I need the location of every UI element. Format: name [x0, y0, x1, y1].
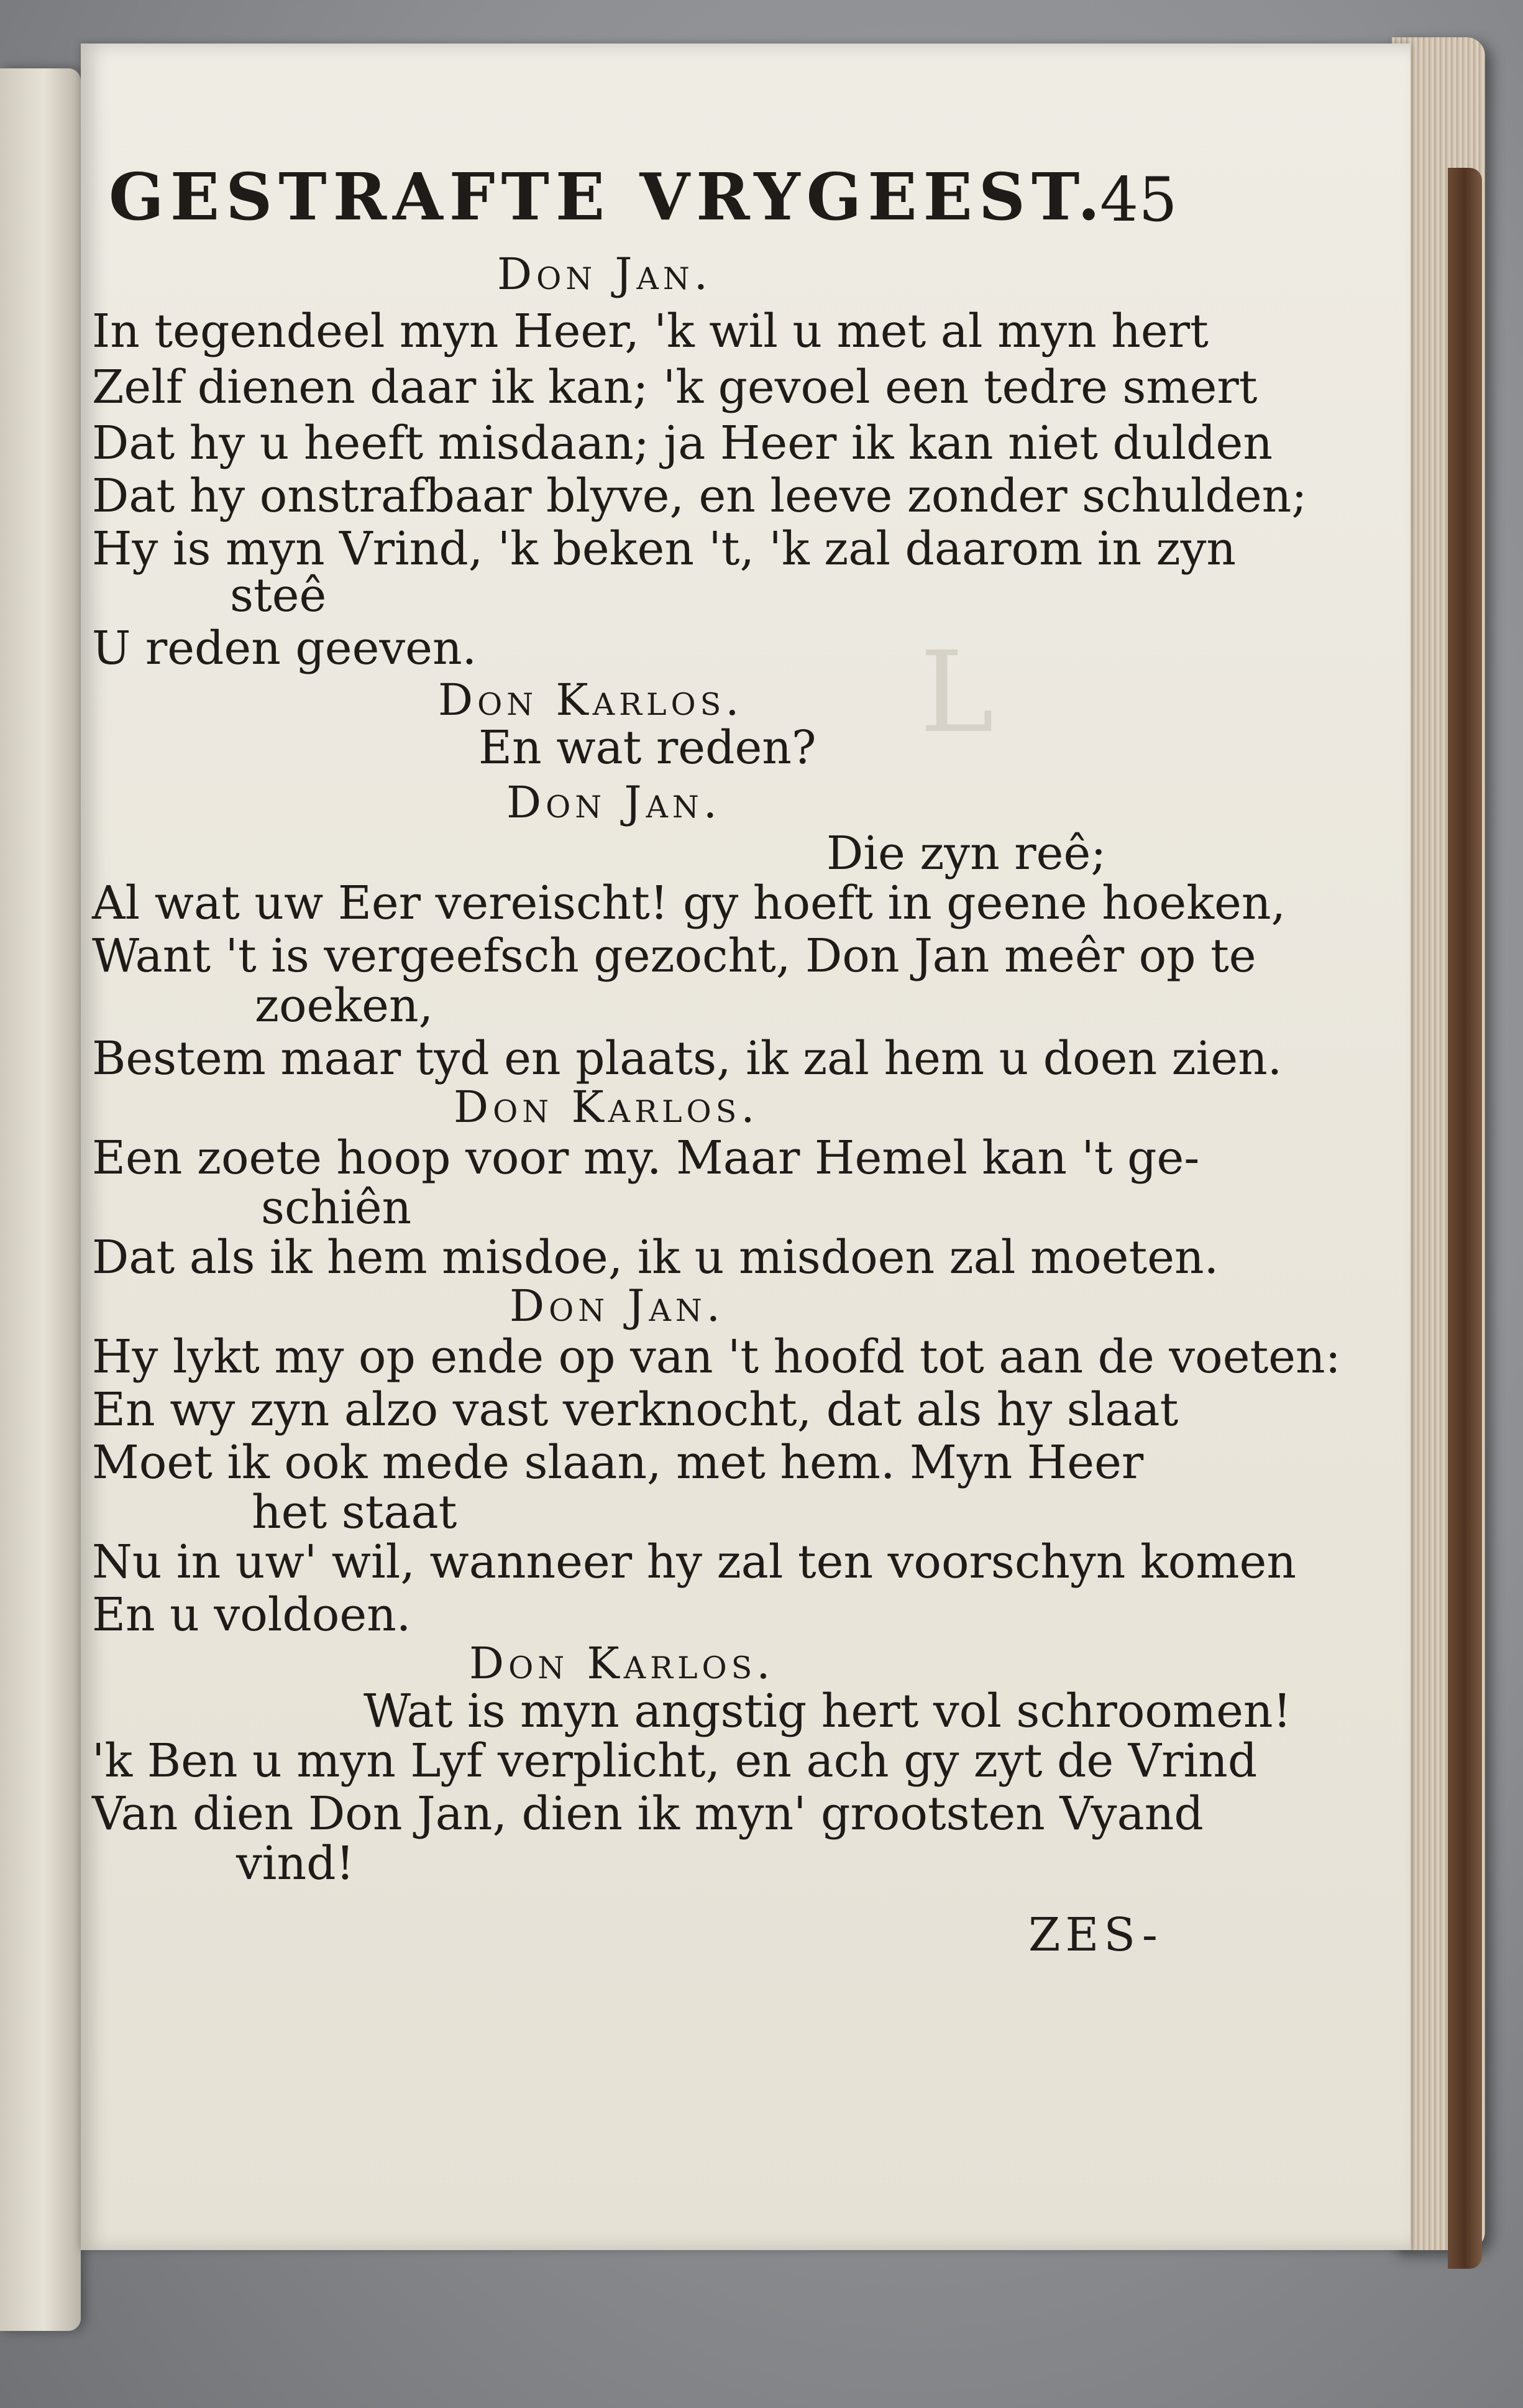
- verse-line: Nu in uw' wil, wanneer hy zal ten voorschyn komen: [92, 1535, 1296, 1589]
- verse-turnover: het staat: [252, 1486, 457, 1539]
- verse-line: Een zoete hoop voor my. Maar Hemel kan 't ge-: [92, 1131, 1200, 1185]
- verse-line: Hy is myn Vrind, 'k beken 't, 'k zal daarom in zyn: [92, 522, 1237, 576]
- running-title: GESTRAFTE VRYGEEST.: [109, 159, 1107, 235]
- verse-line: In tegendeel myn Heer, 'k wil u met al myn hert: [92, 305, 1209, 358]
- verse-line: En wat reden?: [478, 721, 816, 774]
- verse-turnover: vind!: [236, 1837, 355, 1890]
- speaker-heading: Don Karlos.: [469, 1638, 775, 1689]
- verse-line: Want 't is vergeefsch gezocht, Don Jan meêr op te: [92, 929, 1256, 983]
- page-number: 45: [1100, 165, 1178, 236]
- book-cover-edge: [1448, 168, 1482, 2269]
- verse-line: Moet ik ook mede slaan, met hem. Myn Heer: [92, 1436, 1144, 1489]
- verse-line: U reden geeven.: [92, 622, 477, 675]
- verse-turnover: steê: [230, 569, 327, 622]
- verse-line: En u voldoen.: [92, 1588, 411, 1642]
- verse-line: Hy lykt my op ende op van 't hoofd tot aan de voeten:: [92, 1330, 1341, 1384]
- verse-line: Dat hy u heeft misdaan; ja Heer ik kan niet dulden: [92, 416, 1273, 470]
- verse-line: Dat als ik hem misdoe, ik u misdoen zal moeten.: [92, 1231, 1219, 1284]
- verse-line: En wy zyn alzo vast verknocht, dat als hy slaat: [92, 1383, 1179, 1436]
- verse-line: Zelf dienen daar ik kan; 'k gevoel een tedre smert: [92, 361, 1258, 414]
- speaker-heading: Don Jan.: [506, 777, 721, 828]
- verse-line: Van dien Don Jan, dien ik myn' grootsten Vyand: [92, 1787, 1204, 1840]
- show-through-initial: L: [920, 628, 994, 758]
- verse-line: Bestem maar tyd en plaats, ik zal hem u doen zien.: [92, 1032, 1283, 1085]
- verse-line: 'k Ben u myn Lyf verplicht, en ach gy zyt de Vrind: [92, 1734, 1258, 1788]
- speaker-heading: Don Karlos.: [438, 674, 744, 725]
- speaker-heading: Don Karlos.: [454, 1082, 759, 1133]
- verse-line: Wat is myn angstig hert vol schroomen!: [364, 1684, 1292, 1738]
- verse-turnover: schiên: [261, 1181, 412, 1234]
- verse-line: Die zyn reê;: [826, 827, 1107, 880]
- verse-line: Al wat uw Eer vereischt! gy hoeft in geene hoeken,: [92, 876, 1286, 930]
- verse-turnover: zoeken,: [255, 979, 434, 1032]
- speaker-heading: Don Jan.: [510, 1280, 725, 1331]
- facing-page-edge: [0, 68, 81, 2331]
- catchword: ZES-: [1028, 1908, 1163, 1962]
- speaker-heading: Don Jan.: [497, 249, 712, 300]
- verse-line: Dat hy onstrafbaar blyve, en leeve zonder schulden;: [92, 469, 1307, 523]
